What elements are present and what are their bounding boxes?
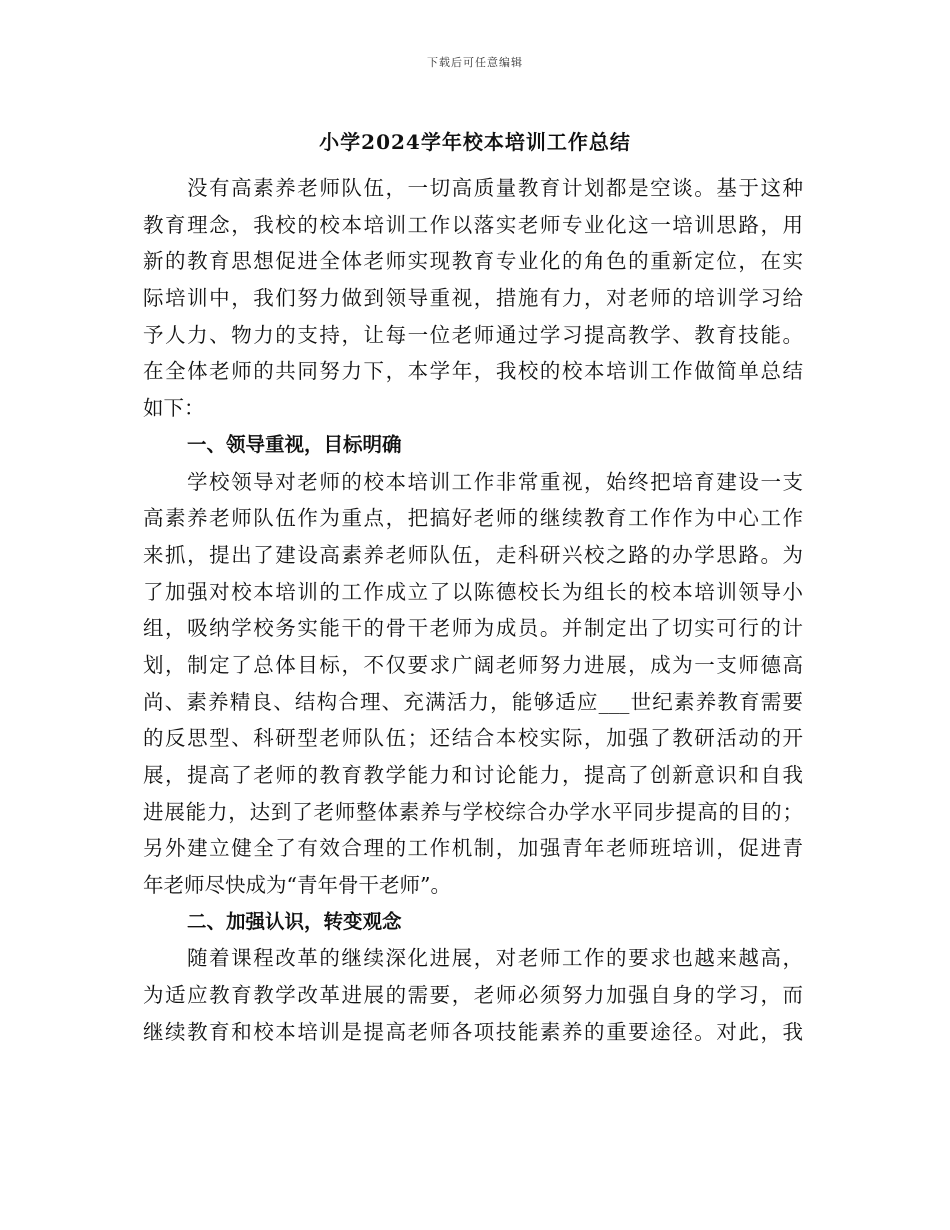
document-body [143,170,803,1051]
paragraph-line: 没有高素养老师队伍，一切高质量教育计划都是空谈。基于这种 [187,176,803,200]
section-heading: 一、领导重视，目标明确 [187,432,402,456]
paragraph-line: 划，制定了总体目标，不仅要求广阔老师努力进展，成为一支师德高 [143,652,803,677]
section-heading: 二、加强认识，转变观念 [187,909,402,933]
paragraph-line: 如下： [143,396,205,421]
paragraph-line: 继续教育和校本培训是提高老师各项技能素养的重要途径。对此，我 [143,1019,803,1044]
paragraph-line: 新的教育思想促进全体老师实现教育专业化的角色的重新定位，在实 [143,249,803,274]
paragraph-line: 予人力、物力的支持，让每一位老师通过学习提高教学、教育技能。 [143,322,803,347]
paragraph-line: 的反思型、科研型老师队伍；还结合本校实际，加强了教研活动的开 [143,726,803,751]
paragraph-line: 高素养老师队伍作为重点，把搞好老师的继续教育工作作为中心工作 [143,506,803,531]
paragraph-line: 展，提高了老师的教育教学能力和讨论能力，提高了创新意识和自我 [143,763,803,787]
paragraph-line: 另外建立健全了有效合理的工作机制，加强青年老师班培训，促进青 [143,836,803,861]
paragraph-line: 学校领导对老师的校本培训工作非常重视，始终把培育建设一支 [187,469,803,494]
paragraph-line: 际培训中，我们努力做到领导重视，措施有力，对老师的培训学习给 [143,286,803,311]
paragraph-line: 为适应教育教学改革进展的需要，老师必须努力加强自身的学习，而 [143,983,803,1008]
paragraph-line: 了加强对校本培训的工作成立了以陈德校长为组长的校本培训领导小 [143,579,803,604]
paragraph-line: 在全体老师的共同努力下，本学年，我校的校本培训工作做简单总结 [143,359,803,384]
paragraph-line: 进展能力，达到了老师整体素养与学校综合办学水平同步提高的目的； [143,799,803,824]
paragraph-line: 教育理念，我校的校本培训工作以落实老师专业化这一培训思路，用 [143,212,803,237]
paragraph-line: 随着课程改革的继续深化进展，对老师工作的要求也越来越高， [187,946,803,971]
paragraph-line: 尚、素养精良、结构合理、充满活力，能够适应___世纪素养教育需要 [143,689,803,714]
header-note: 下载后可任意编辑 [427,56,523,69]
paragraph-line: 年老师尽快成为“青年骨干老师”。 [143,873,451,898]
document-title: 小学2024学年校本培训工作总结 [319,130,631,154]
paragraph-line: 组，吸纳学校务实能干的骨干老师为成员。并制定出了切实可行的计 [143,616,803,641]
paragraph-line: 来抓，提出了建设高素养老师队伍，走科研兴校之路的办学思路。为 [143,542,803,567]
